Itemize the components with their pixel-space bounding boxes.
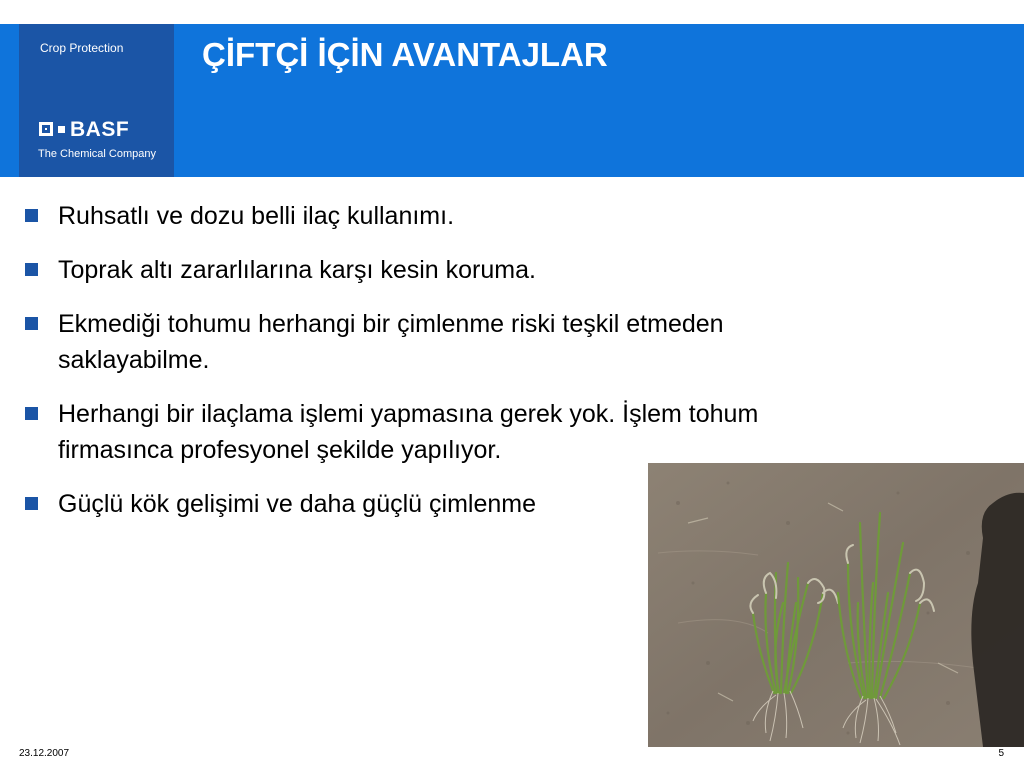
division-label: Crop Protection [40, 41, 124, 55]
square-bullet-icon [25, 317, 38, 330]
bullet-item [25, 396, 965, 468]
bullet-item [25, 306, 965, 378]
bullet-text: firmasınca profesyonel şekilde yapılıyor. [58, 436, 502, 464]
square-bullet-icon [25, 263, 38, 276]
bullet-text: Ruhsatlı ve dozu belli ilaç kullanımı. [58, 202, 455, 230]
basf-logo-dot-icon [58, 126, 65, 133]
bullet-item [25, 252, 965, 288]
basf-logo [39, 120, 169, 142]
bullet-item [25, 198, 965, 234]
bullet-text: Ekmediği tohumu herhangi bir çimlenme riski teşkil etmeden [58, 310, 724, 338]
square-bullet-icon [25, 497, 38, 510]
footer-date: 23.12.2007 [19, 748, 70, 759]
square-bullet-icon [25, 209, 38, 222]
bullet-text: saklayabilme. [58, 346, 210, 374]
basf-logo-square-icon [39, 122, 53, 136]
slide-title: ÇİFTÇİ İÇİN AVANTAJLAR [202, 36, 608, 73]
bullet-text: Herhangi bir ilaçlama işlemi yapmasına gerek yok. İşlem tohum [58, 400, 759, 428]
square-bullet-icon [25, 407, 38, 420]
page-number: 5 [998, 748, 1004, 759]
basf-wordmark: BASF [70, 118, 130, 141]
tagline: The Chemical Company [38, 148, 156, 160]
bullet-text: Güçlü kök gelişimi ve daha güçlü çimlenme [58, 490, 536, 518]
bullet-text: Toprak altı zararlılarına karşı kesin koruma. [58, 256, 536, 284]
basf-logo-panel [19, 24, 174, 177]
seedling-photo [648, 463, 1024, 747]
seedling-photo-image [648, 463, 1024, 747]
